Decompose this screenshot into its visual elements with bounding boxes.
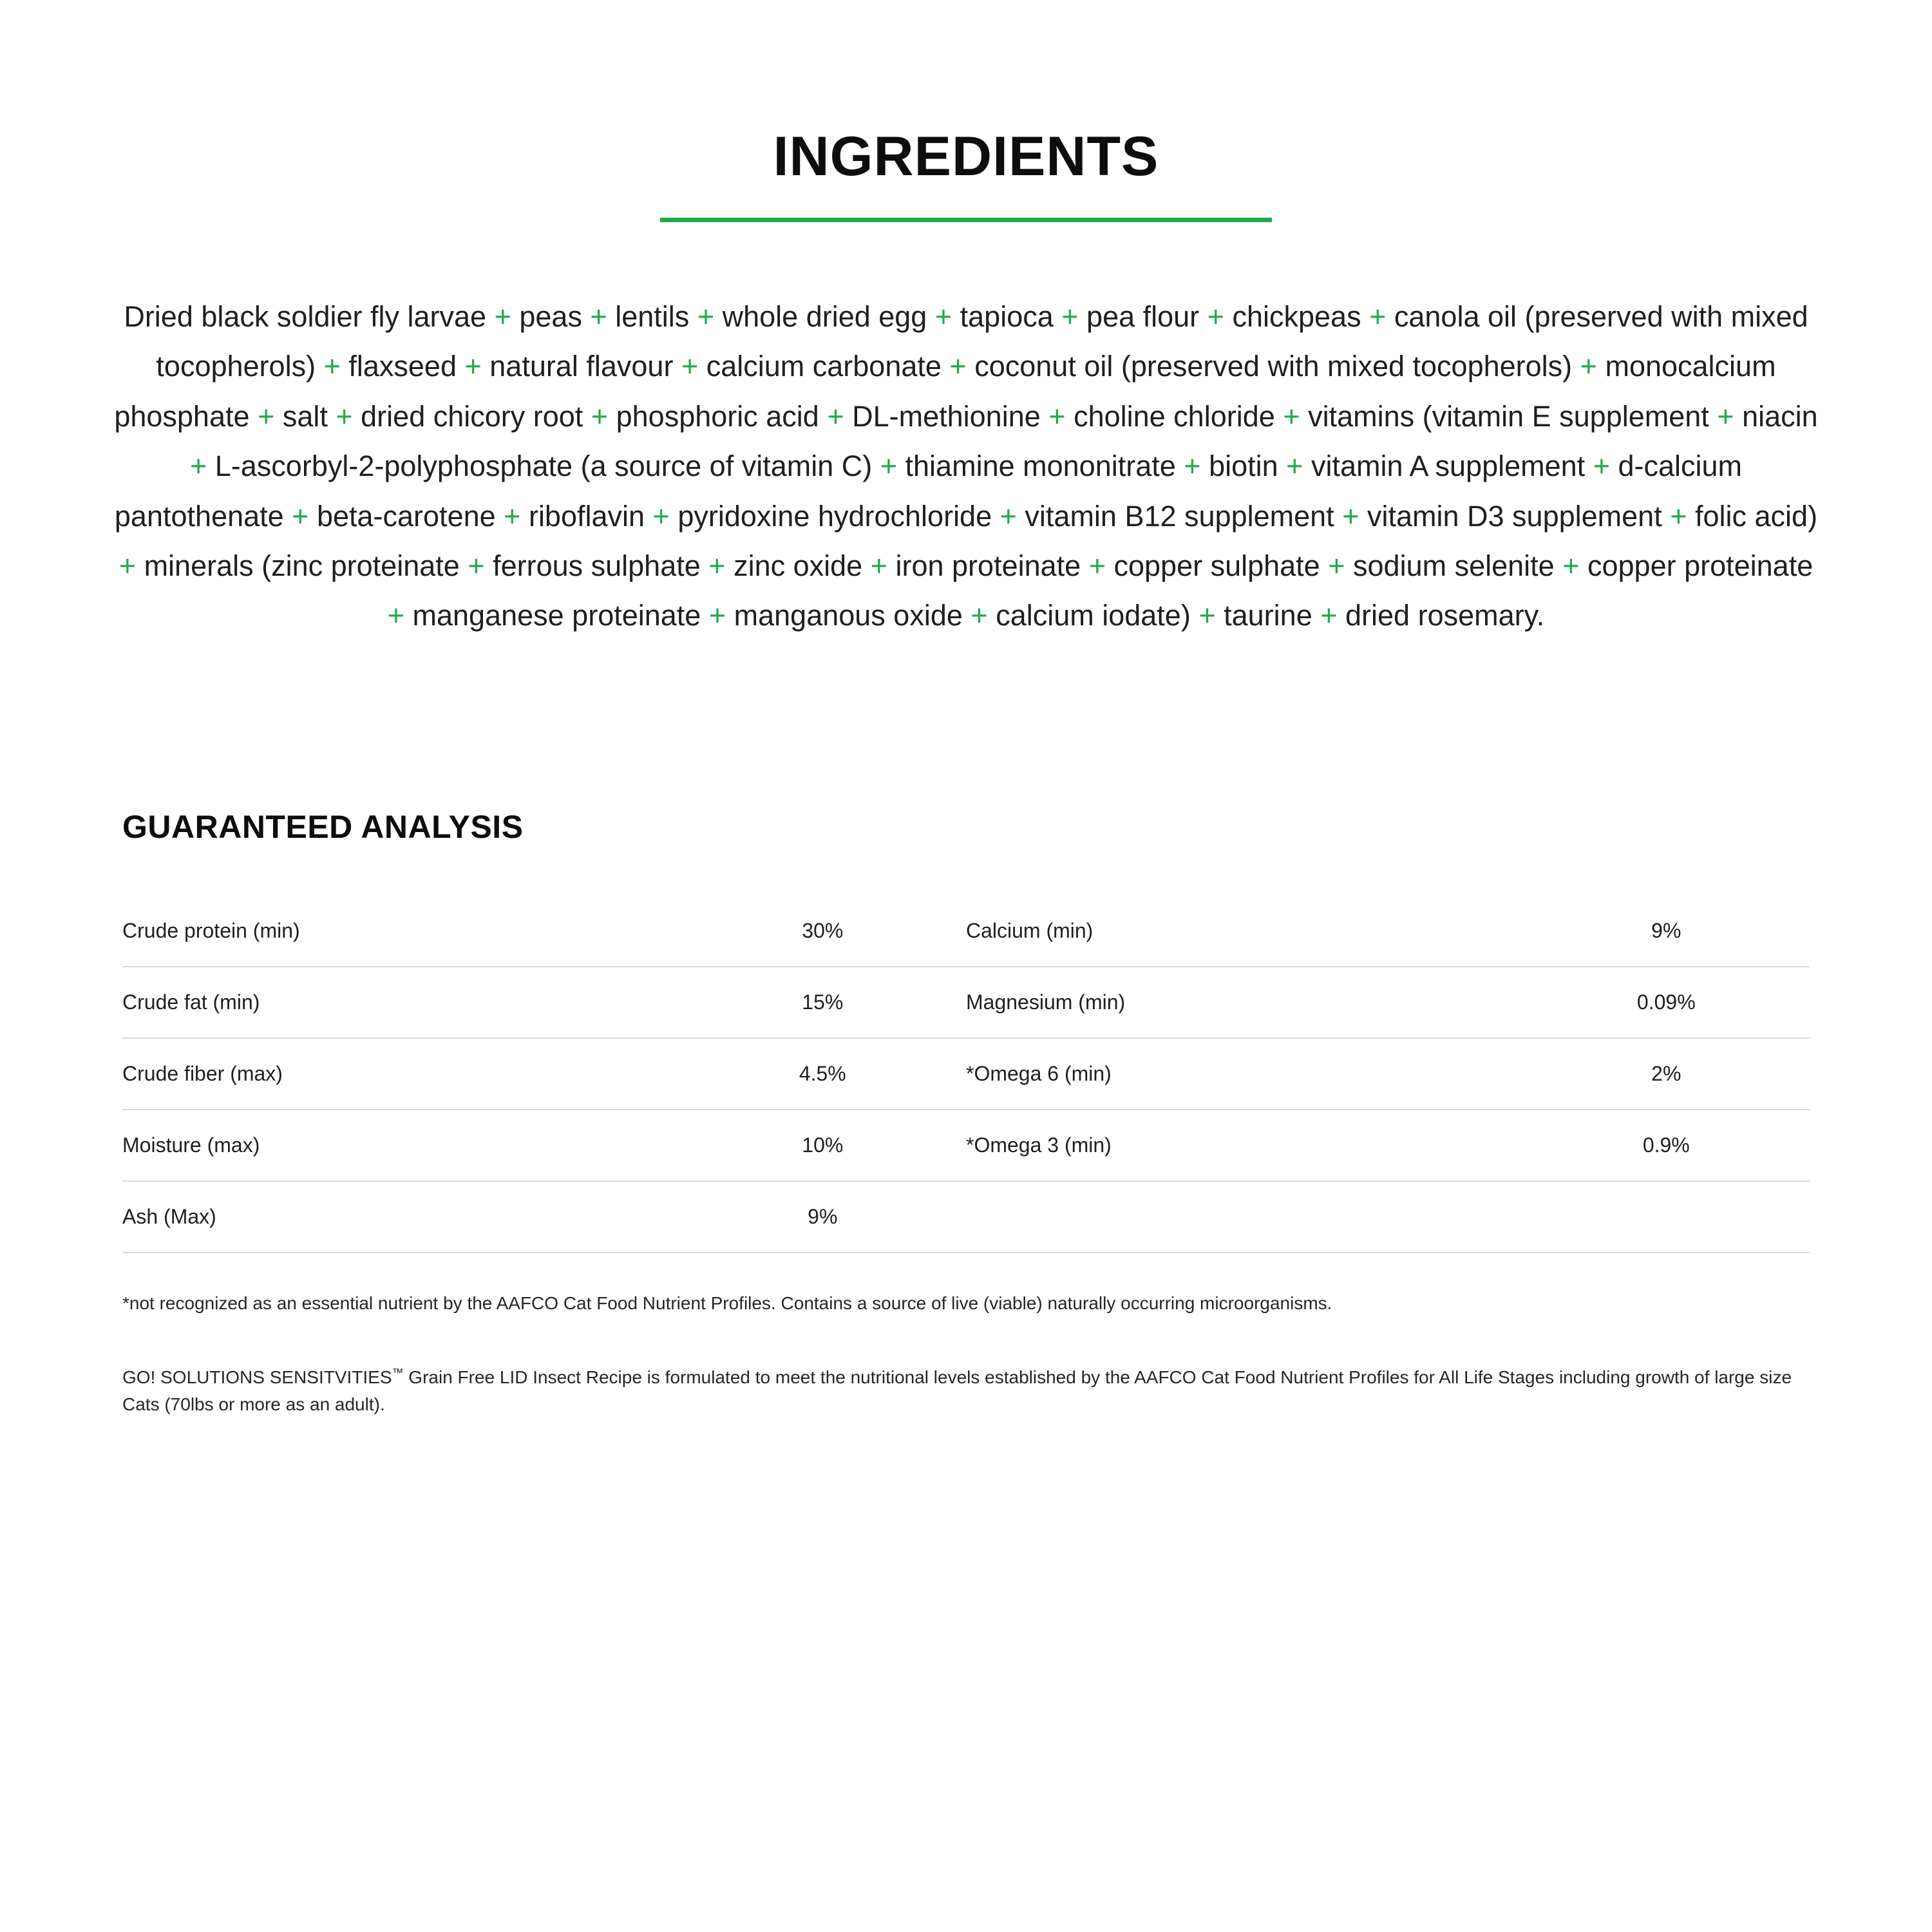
ingredient-separator: + bbox=[387, 599, 413, 632]
ingredient-separator: + bbox=[1662, 499, 1695, 533]
nutrient-label-left: Crude fat (min) bbox=[122, 967, 679, 1038]
ingredient-item: taurine bbox=[1224, 599, 1312, 632]
ingredient-separator: + bbox=[689, 300, 723, 333]
table-row bbox=[122, 967, 1810, 1038]
table-row bbox=[122, 896, 1810, 967]
ingredient-separator: + bbox=[1199, 300, 1233, 333]
ingredient-separator: + bbox=[1572, 350, 1605, 383]
ingredient-item: copper sulphate bbox=[1113, 549, 1320, 582]
ingredient-item: dried rosemary. bbox=[1345, 599, 1545, 632]
ingredient-item: sodium selenite bbox=[1353, 549, 1555, 582]
nutrient-label-right: *Omega 6 (min) bbox=[966, 1038, 1523, 1110]
nutrient-label-left: Crude protein (min) bbox=[122, 896, 679, 967]
ingredient-separator: + bbox=[495, 499, 529, 533]
ingredient-separator: + bbox=[645, 499, 678, 533]
page-title: INGREDIENTS bbox=[773, 126, 1159, 187]
ingredient-item: copper proteinate bbox=[1587, 549, 1814, 582]
ingredient-item: ferrous sulphate bbox=[493, 549, 701, 582]
ingredient-item: folic acid) bbox=[1695, 499, 1818, 533]
ingredient-item: phosphoric acid bbox=[616, 399, 819, 433]
ingredient-separator: + bbox=[700, 549, 734, 582]
aafco-statement-suffix: Grain Free LID Insect Recipe is formulated to meet the nutritional levels established by the AAFCO Cat Food Nutrient Profiles for All Life Stages including growth of large size Cats (70lbs or more as an adult). bbox=[122, 1367, 1792, 1415]
ingredient-item: zinc oxide bbox=[734, 549, 863, 582]
ingredient-separator: + bbox=[941, 350, 975, 383]
nutrient-value-left: 15% bbox=[679, 967, 966, 1038]
ingredient-item: peas bbox=[519, 300, 582, 333]
ingredient-item: DL-methionine bbox=[852, 399, 1041, 433]
ingredient-separator: + bbox=[1190, 599, 1224, 632]
ingredient-item: riboflavin bbox=[528, 499, 645, 533]
nutrient-value-right: 0.9% bbox=[1523, 1110, 1810, 1181]
ingredient-separator: + bbox=[283, 499, 317, 533]
nutrient-label-right: Calcium (min) bbox=[966, 896, 1523, 967]
ingredient-item: monocalcium phosphate bbox=[114, 350, 1776, 433]
guaranteed-analysis-title: GUARANTEED ANALYSIS bbox=[122, 808, 524, 845]
ingredient-separator: + bbox=[118, 549, 144, 582]
guaranteed-analysis-table bbox=[122, 896, 1810, 1253]
ingredient-item: chickpeas bbox=[1232, 300, 1361, 333]
ingredient-item: minerals (zinc proteinate bbox=[144, 549, 460, 582]
ingredient-item: calcium iodate) bbox=[996, 599, 1191, 632]
ingredient-separator: + bbox=[1361, 300, 1394, 333]
ingredient-separator: + bbox=[1312, 599, 1346, 632]
ingredient-item: salt bbox=[282, 399, 328, 433]
ingredient-separator: + bbox=[1709, 399, 1743, 433]
trademark-symbol: ™ bbox=[392, 1367, 404, 1379]
ingredients-list bbox=[109, 292, 1823, 641]
ingredient-separator: + bbox=[1554, 549, 1587, 582]
nutrient-label-left: Moisture (max) bbox=[122, 1110, 679, 1181]
ingredient-item: dried chicory root bbox=[361, 399, 583, 433]
table-row bbox=[122, 1110, 1810, 1181]
ingredient-item: biotin bbox=[1209, 450, 1278, 483]
ingredient-item: iron proteinate bbox=[895, 549, 1081, 582]
ingredient-separator: + bbox=[962, 599, 996, 632]
nutrient-value-left: 9% bbox=[679, 1181, 966, 1253]
ingredient-item: pyridoxine hydrochloride bbox=[677, 499, 992, 533]
ingredient-item: flaxseed bbox=[348, 350, 457, 383]
ingredient-separator: + bbox=[701, 599, 734, 632]
ingredient-separator: + bbox=[189, 450, 215, 483]
ingredient-separator: + bbox=[1585, 450, 1618, 483]
nutrient-label-left: Crude fiber (max) bbox=[122, 1038, 679, 1110]
table-row bbox=[122, 1038, 1810, 1110]
nutrient-value-right bbox=[1523, 1181, 1810, 1253]
ingredient-separator: + bbox=[1081, 549, 1114, 582]
ingredient-separator: + bbox=[992, 499, 1025, 533]
nutrient-label-right bbox=[966, 1181, 1523, 1253]
ingredient-separator: + bbox=[1040, 399, 1074, 433]
title-underline-rule bbox=[660, 218, 1272, 222]
ingredient-separator: + bbox=[583, 399, 616, 433]
ingredient-separator: + bbox=[327, 399, 361, 433]
ingredient-separator: + bbox=[1175, 450, 1209, 483]
ingredient-separator: + bbox=[1278, 450, 1311, 483]
ingredients-header bbox=[0, 0, 1932, 222]
ingredient-item: d-calcium pantothenate bbox=[114, 450, 1743, 533]
ingredient-separator: + bbox=[819, 399, 853, 433]
guaranteed-analysis-section bbox=[122, 808, 1810, 1419]
ingredient-item: choline chloride bbox=[1074, 399, 1275, 433]
nutrient-value-left: 10% bbox=[679, 1110, 966, 1181]
nutrient-label-right: *Omega 3 (min) bbox=[966, 1110, 1523, 1181]
ingredient-separator: + bbox=[1274, 399, 1309, 433]
ingredient-item: manganese proteinate bbox=[412, 599, 701, 632]
ingredient-item: vitamin A supplement bbox=[1311, 450, 1586, 483]
ingredient-item: canola oil (preserved with mixed tocopherols) bbox=[156, 300, 1808, 383]
ingredient-item: pea flour bbox=[1086, 300, 1200, 333]
ingredient-item: thiamine mononitrate bbox=[905, 450, 1176, 483]
nutrient-value-left: 30% bbox=[679, 896, 966, 967]
ingredient-separator: + bbox=[459, 549, 493, 582]
table-row bbox=[122, 1181, 1810, 1253]
ingredient-separator: + bbox=[872, 450, 905, 483]
ingredient-separator: + bbox=[862, 549, 896, 582]
guaranteed-analysis-footnote: *not recognized as an essential nutrient by the AAFCO Cat Food Nutrient Profiles. Contains a source of live (viable) naturally occurring microorganisms. bbox=[122, 1293, 1332, 1313]
ingredient-separator: + bbox=[486, 300, 520, 333]
ingredient-separator: + bbox=[927, 300, 960, 333]
nutrient-value-right: 0.09% bbox=[1523, 967, 1810, 1038]
ingredient-separator: + bbox=[1053, 300, 1087, 333]
nutrient-value-right: 2% bbox=[1523, 1038, 1810, 1110]
aafco-statement-prefix: GO! SOLUTIONS SENSITVITIES bbox=[122, 1367, 392, 1388]
ingredient-separator: + bbox=[1320, 549, 1354, 582]
nutrient-label-left: Ash (Max) bbox=[122, 1181, 679, 1253]
ingredient-item: whole dried egg bbox=[722, 300, 927, 333]
ingredient-item: beta-carotene bbox=[316, 499, 496, 533]
ingredient-separator: + bbox=[249, 399, 283, 433]
ingredient-separator: + bbox=[316, 350, 349, 383]
ingredient-item: vitamin D3 supplement bbox=[1367, 499, 1662, 533]
aafco-statement bbox=[122, 1364, 1810, 1418]
ingredient-separator: + bbox=[1334, 499, 1367, 533]
ingredient-item: lentils bbox=[615, 300, 690, 333]
nutrient-value-right: 9% bbox=[1523, 896, 1810, 967]
ingredient-item: niacin bbox=[1742, 399, 1818, 433]
nutrient-value-left: 4.5% bbox=[679, 1038, 966, 1110]
ingredient-item: natural flavour bbox=[489, 350, 674, 383]
ingredient-item: Dried black soldier fly larvae bbox=[124, 300, 487, 333]
nutrient-label-right: Magnesium (min) bbox=[966, 967, 1523, 1038]
ingredient-item: vitamins (vitamin E supplement bbox=[1308, 399, 1709, 433]
ingredient-item: tapioca bbox=[960, 300, 1054, 333]
ingredient-item: L-ascorbyl-2-polyphosphate (a source of vitamin C) bbox=[214, 450, 873, 483]
ingredient-separator: + bbox=[456, 350, 490, 383]
ingredient-separator: + bbox=[673, 350, 706, 383]
ingredient-item: manganous oxide bbox=[734, 599, 963, 632]
ingredient-item: calcium carbonate bbox=[706, 350, 942, 383]
ingredient-separator: + bbox=[582, 300, 616, 333]
ingredient-item: vitamin B12 supplement bbox=[1025, 499, 1334, 533]
ingredient-item: coconut oil (preserved with mixed tocopherols) bbox=[974, 350, 1573, 383]
